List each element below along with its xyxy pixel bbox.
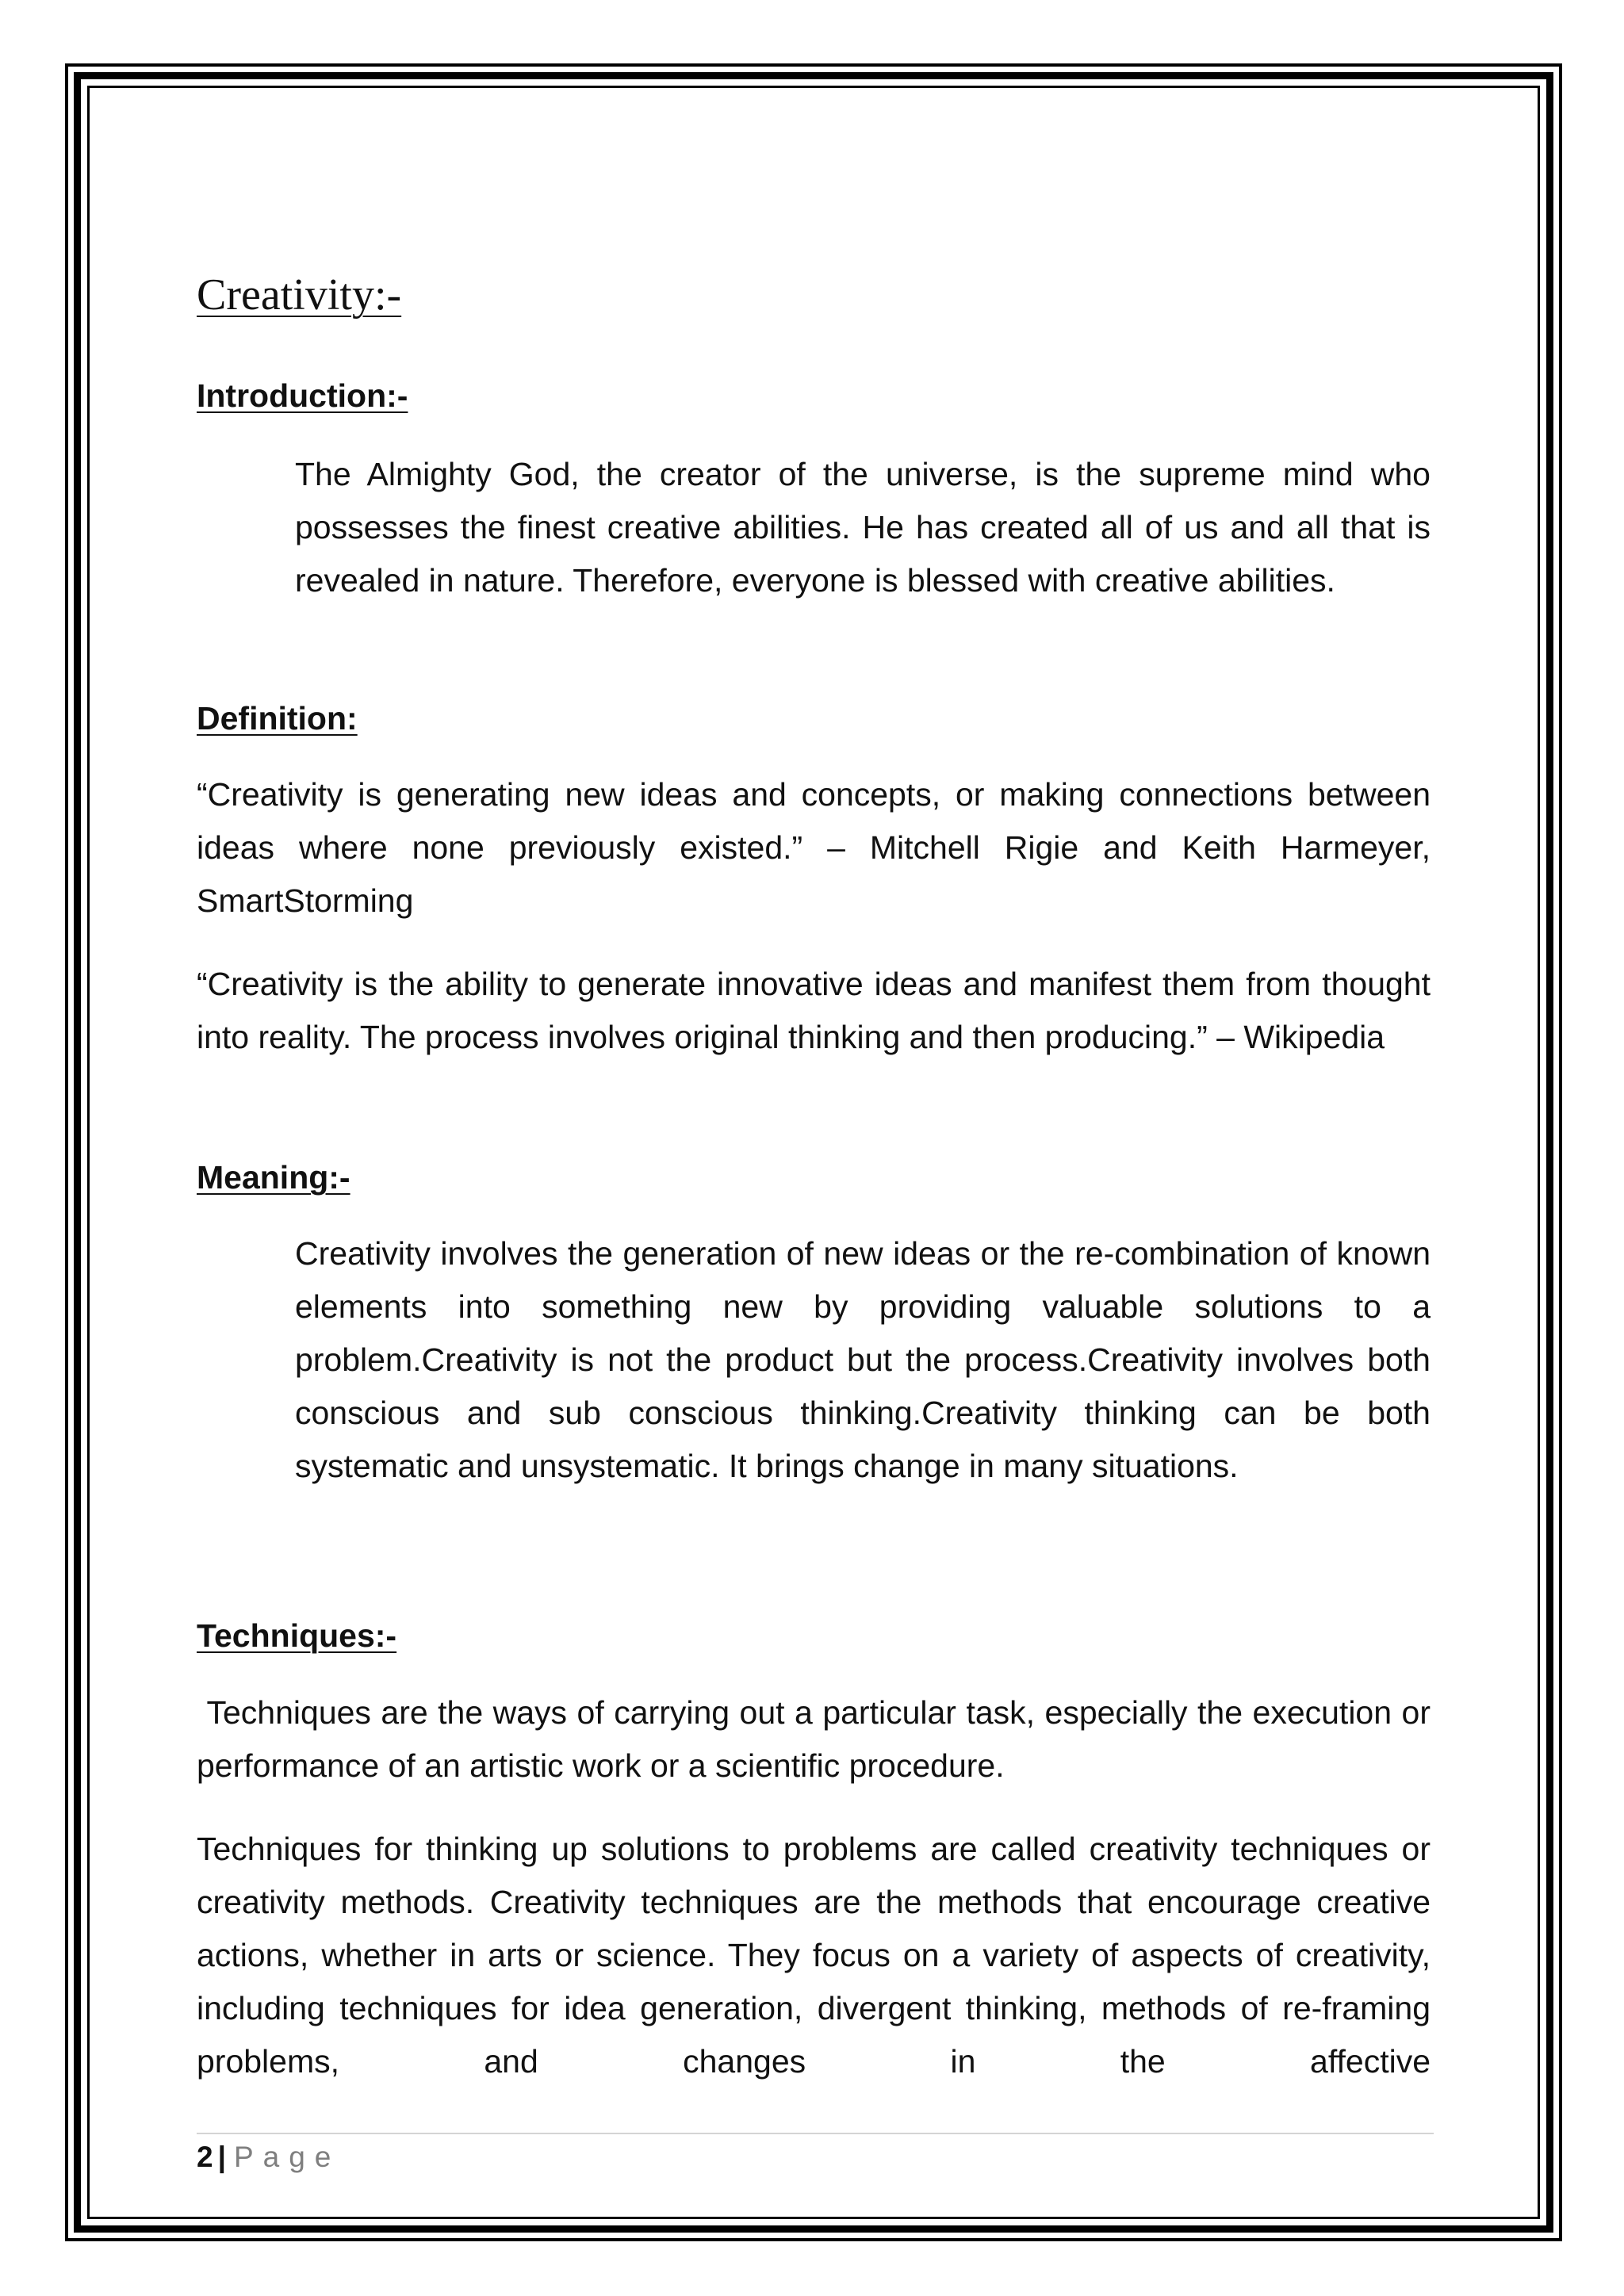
footer-rule bbox=[197, 2133, 1434, 2134]
page-label: Page bbox=[233, 2141, 341, 2173]
introduction-heading: Introduction:- bbox=[197, 377, 408, 414]
definition-heading: Definition: bbox=[197, 700, 358, 737]
meaning-heading: Meaning:- bbox=[197, 1159, 350, 1196]
techniques-heading: Techniques:- bbox=[197, 1617, 397, 1654]
page-number: 2 bbox=[197, 2141, 213, 2173]
page-title: Creativity:- bbox=[197, 270, 402, 320]
footer-separator: | bbox=[217, 2141, 226, 2173]
definition-quote-1: “Creativity is generating new ideas and concepts, or making connections between ideas where none previously existed.” – Mitchell Rigie and Keith Harmeyer, SmartStorming bbox=[197, 776, 1431, 919]
page-footer bbox=[197, 2141, 340, 2174]
techniques-paragraph-2: Techniques for thinking up solutions to problems are called creativity techniques or creativity methods. Creativity techniques are the methods that encourage creative actions, whether in arts or science. They focus on a variety of aspects of creativity, including techniques for idea generation, divergent thinking, methods of re-framing problems, and changes in the affective bbox=[197, 1831, 1431, 2080]
introduction-paragraph: The Almighty God, the creator of the universe, is the supreme mind who possesses the finest creative abilities. He has created all of us and all that is revealed in nature. Therefore, everyone is blessed with creative abilities. bbox=[295, 456, 1431, 599]
techniques-paragraph-1: Techniques are the ways of carrying out a particular task, especially the execution or performance of an artistic work or a scientific procedure. bbox=[197, 1694, 1440, 1784]
meaning-paragraph: Creativity involves the generation of new ideas or the re-combination of known elements into something new by providing valuable solutions to a problem.Creativity is not the product but the process.Creativity involves both conscious and sub conscious thinking.Creativity thinking can be both systematic and unsystematic. It brings change in many situations. bbox=[295, 1235, 1431, 1484]
definition-quote-2: “Creativity is the ability to generate innovative ideas and manifest them from thought into reality. The process involves original thinking and then producing.” – Wikipedia bbox=[197, 966, 1431, 1055]
